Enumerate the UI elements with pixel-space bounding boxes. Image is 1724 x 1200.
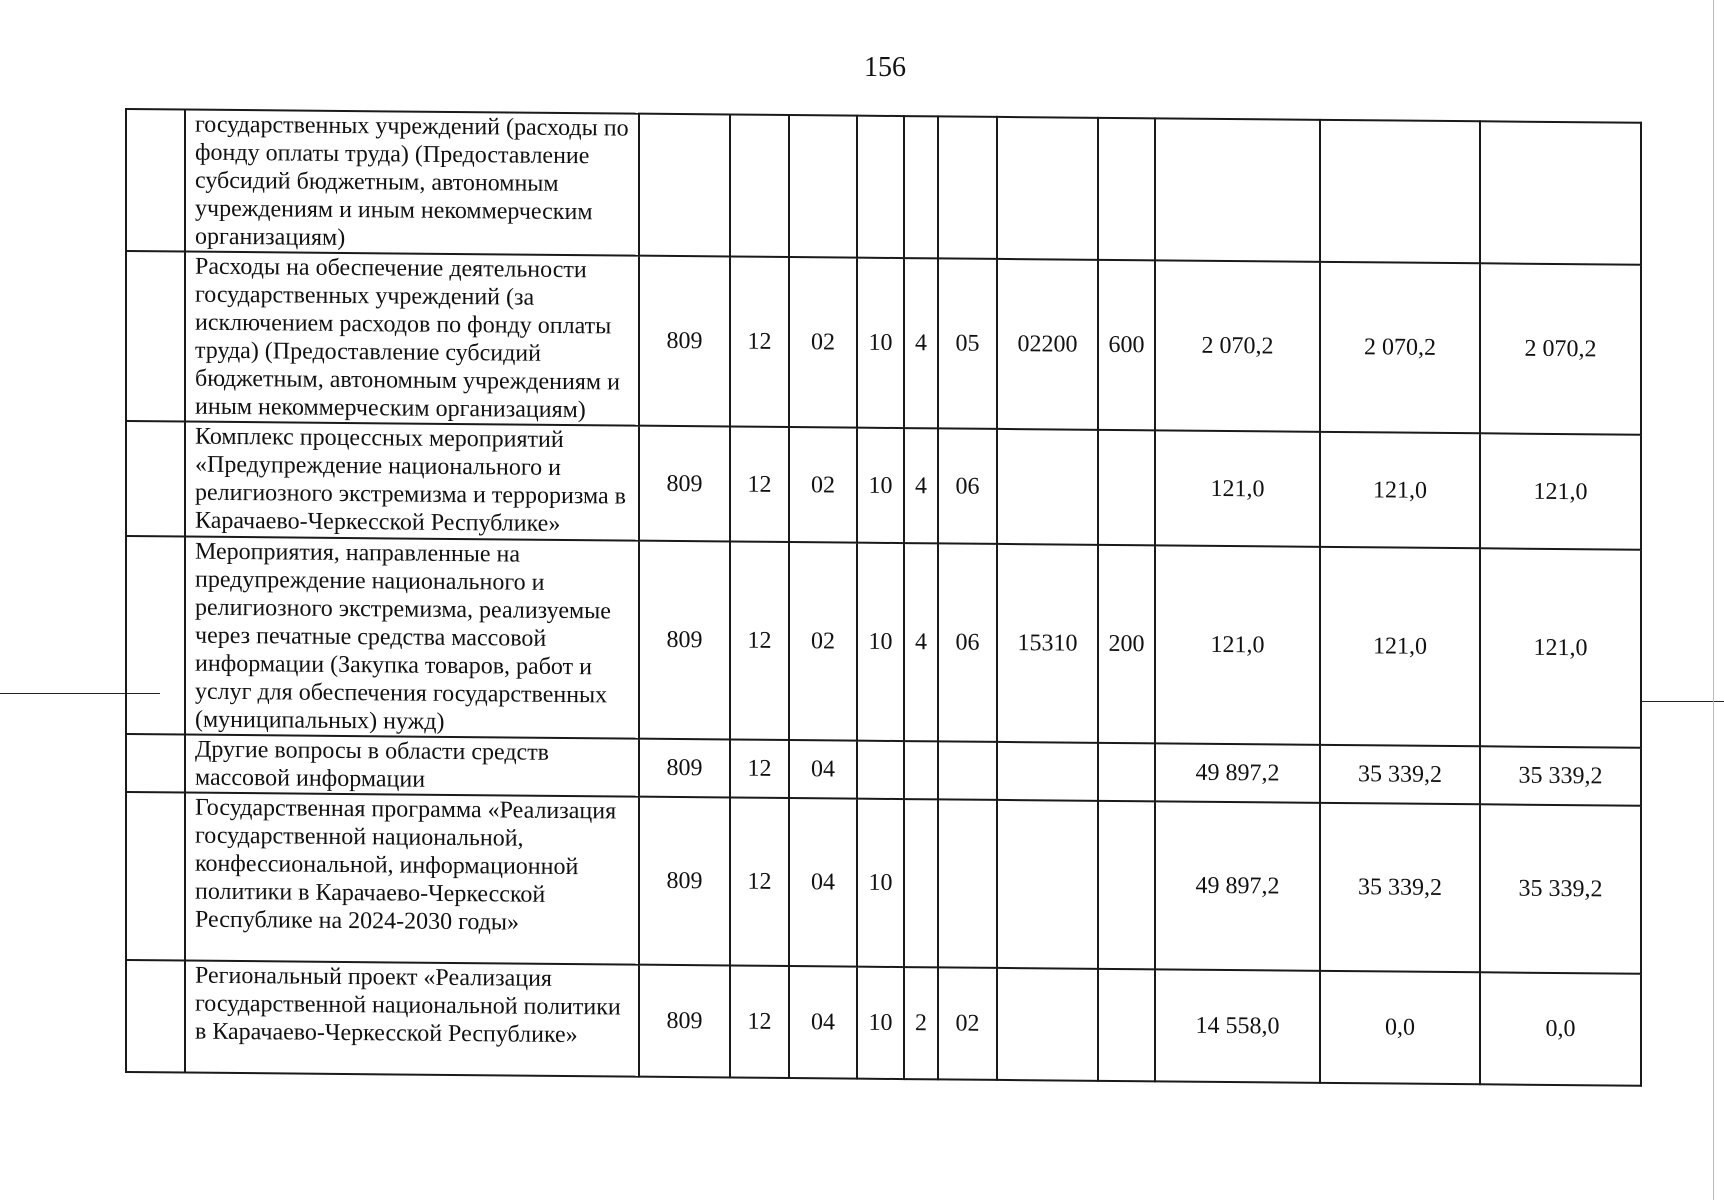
amount-3-cell: 2 070,2: [1480, 263, 1641, 434]
scan-artifact-line-right: [1640, 701, 1724, 702]
section-cell: 12: [730, 426, 789, 542]
target-article-part2-cell: 4: [904, 258, 938, 428]
amount-2-cell: 121,0: [1320, 547, 1480, 746]
amount-1-cell: 49 897,2: [1155, 743, 1320, 802]
target-article-part1-cell: 10: [857, 799, 904, 967]
subsection-cell: 02: [789, 257, 857, 428]
target-article-part3-cell: [938, 799, 997, 968]
amount-1-cell: 121,0: [1155, 430, 1320, 546]
target-article-part4-cell: [997, 117, 1098, 260]
grbs-cell: 809: [639, 965, 730, 1078]
subsection-cell: 02: [789, 427, 857, 543]
grbs-cell: 809: [639, 426, 730, 542]
expense-type-cell: [1098, 118, 1155, 261]
grbs-cell: [639, 114, 730, 257]
amount-2-cell: 121,0: [1320, 432, 1480, 548]
expense-type-cell: [1098, 801, 1155, 970]
target-article-part4-cell: 15310: [997, 544, 1098, 743]
expense-type-cell: [1098, 743, 1155, 802]
amount-2-cell: 35 339,2: [1320, 745, 1480, 804]
target-article-part3-cell: 02: [938, 967, 997, 1080]
amount-1-cell: [1155, 118, 1320, 261]
target-article-part2-cell: [904, 741, 938, 799]
section-cell: 12: [730, 965, 789, 1078]
target-article-part4-cell: 02200: [997, 259, 1098, 430]
target-article-part2-cell: 2: [904, 967, 938, 1079]
section-cell: 12: [730, 541, 789, 740]
amount-2-cell: 0,0: [1320, 971, 1480, 1084]
grbs-cell: 809: [639, 541, 730, 740]
amount-3-cell: [1480, 121, 1641, 264]
amount-2-cell: [1320, 120, 1480, 263]
target-article-part1-cell: [857, 741, 904, 799]
amount-3-cell: 35 339,2: [1480, 746, 1641, 805]
index-cell: [126, 109, 185, 252]
grbs-cell: 809: [639, 797, 730, 966]
amount-2-cell: 2 070,2: [1320, 262, 1480, 433]
amount-3-cell: 121,0: [1480, 548, 1641, 747]
target-article-part3-cell: [938, 116, 997, 259]
target-article-part4-cell: [997, 968, 1098, 1081]
table-row: [126, 792, 1641, 974]
target-article-part4-cell: [997, 800, 1098, 969]
index-cell: [126, 536, 185, 735]
section-cell: [730, 114, 789, 257]
target-article-part2-cell: 4: [904, 543, 938, 741]
section-cell: 12: [730, 739, 789, 798]
subsection-cell: [789, 115, 857, 258]
amount-2-cell: 35 339,2: [1320, 803, 1480, 972]
table-row: [126, 960, 1641, 1086]
expense-type-cell: [1098, 969, 1155, 1082]
amount-3-cell: 35 339,2: [1480, 804, 1641, 973]
target-article-part2-cell: [904, 799, 938, 967]
table-row: [126, 421, 1641, 550]
budget-table: [125, 108, 1642, 1087]
subsection-cell: 02: [789, 542, 857, 741]
target-article-part1-cell: 10: [857, 543, 904, 741]
amount-3-cell: 0,0: [1480, 972, 1641, 1085]
index-cell: [126, 251, 185, 422]
description-cell: Государственная программа «Реализация государственной национальной, конфессиональной, информационной политики в Карачаево-Черкесской Республике на 2024-2030 годы»: [185, 793, 639, 965]
subsection-cell: 04: [789, 798, 857, 967]
index-cell: [126, 421, 185, 537]
amount-3-cell: 121,0: [1480, 433, 1641, 549]
amount-1-cell: 14 558,0: [1155, 969, 1320, 1082]
target-article-part1-cell: 10: [857, 967, 904, 1079]
amount-1-cell: 49 897,2: [1155, 801, 1320, 970]
page-number: 156: [864, 52, 906, 83]
grbs-cell: 809: [639, 256, 730, 427]
section-cell: 12: [730, 797, 789, 966]
expense-type-cell: 200: [1098, 545, 1155, 744]
target-article-part3-cell: 06: [938, 428, 997, 544]
index-cell: [126, 792, 185, 961]
target-article-part4-cell: [997, 429, 1098, 545]
expense-type-cell: [1098, 430, 1155, 546]
description-cell: Другие вопросы в области средств массовой информации: [185, 735, 639, 797]
amount-1-cell: 121,0: [1155, 545, 1320, 744]
scan-margin-line: [1713, 0, 1714, 1200]
amount-1-cell: 2 070,2: [1155, 260, 1320, 431]
target-article-part1-cell: 10: [857, 258, 904, 428]
target-article-part4-cell: [997, 742, 1098, 801]
index-cell: [126, 960, 185, 1073]
description-cell: Региональный проект «Реализация государственной национальной политики в Карачаево-Черкесской Республике»: [185, 961, 639, 1077]
subsection-cell: 04: [789, 966, 857, 1079]
description-cell: Расходы на обеспечение деятельности государственных учреждений (за исключением расходов по фонду оплаты труда) (Предоставление субсидий бюджетным, автономным учреждениям и иным некоммерческим организациям): [185, 252, 639, 426]
target-article-part2-cell: [904, 116, 938, 258]
target-article-part3-cell: [938, 741, 997, 800]
description-cell: государственных учреждений (расходы по фонду оплаты труда) (Предоставление субсидий бюджетным, автономным учреждениям и иным некоммерческим организациям): [185, 110, 639, 256]
table-row: [126, 109, 1641, 265]
section-cell: 12: [730, 256, 789, 427]
target-article-part1-cell: 10: [857, 428, 904, 543]
target-article-part1-cell: [857, 116, 904, 258]
target-article-part3-cell: 06: [938, 543, 997, 742]
description-cell: Мероприятия, направленные на предупреждение национального и религиозного экстремизма, реализуемые через печатные средства массовой информации (Закупка товаров, работ и услуг для обеспечения государственных (муниципальных) нужд): [185, 537, 639, 739]
table-row: [126, 251, 1641, 435]
table-row: [126, 536, 1641, 748]
index-cell: [126, 734, 185, 793]
description-cell: Комплекс процессных мероприятий «Предупреждение национального и религиозного экстремизма и терроризма в Карачаево-Черкесской Республике»: [185, 422, 639, 541]
subsection-cell: 04: [789, 740, 857, 799]
target-article-part2-cell: 4: [904, 428, 938, 543]
target-article-part3-cell: 05: [938, 258, 997, 429]
expense-type-cell: 600: [1098, 260, 1155, 431]
grbs-cell: 809: [639, 739, 730, 798]
